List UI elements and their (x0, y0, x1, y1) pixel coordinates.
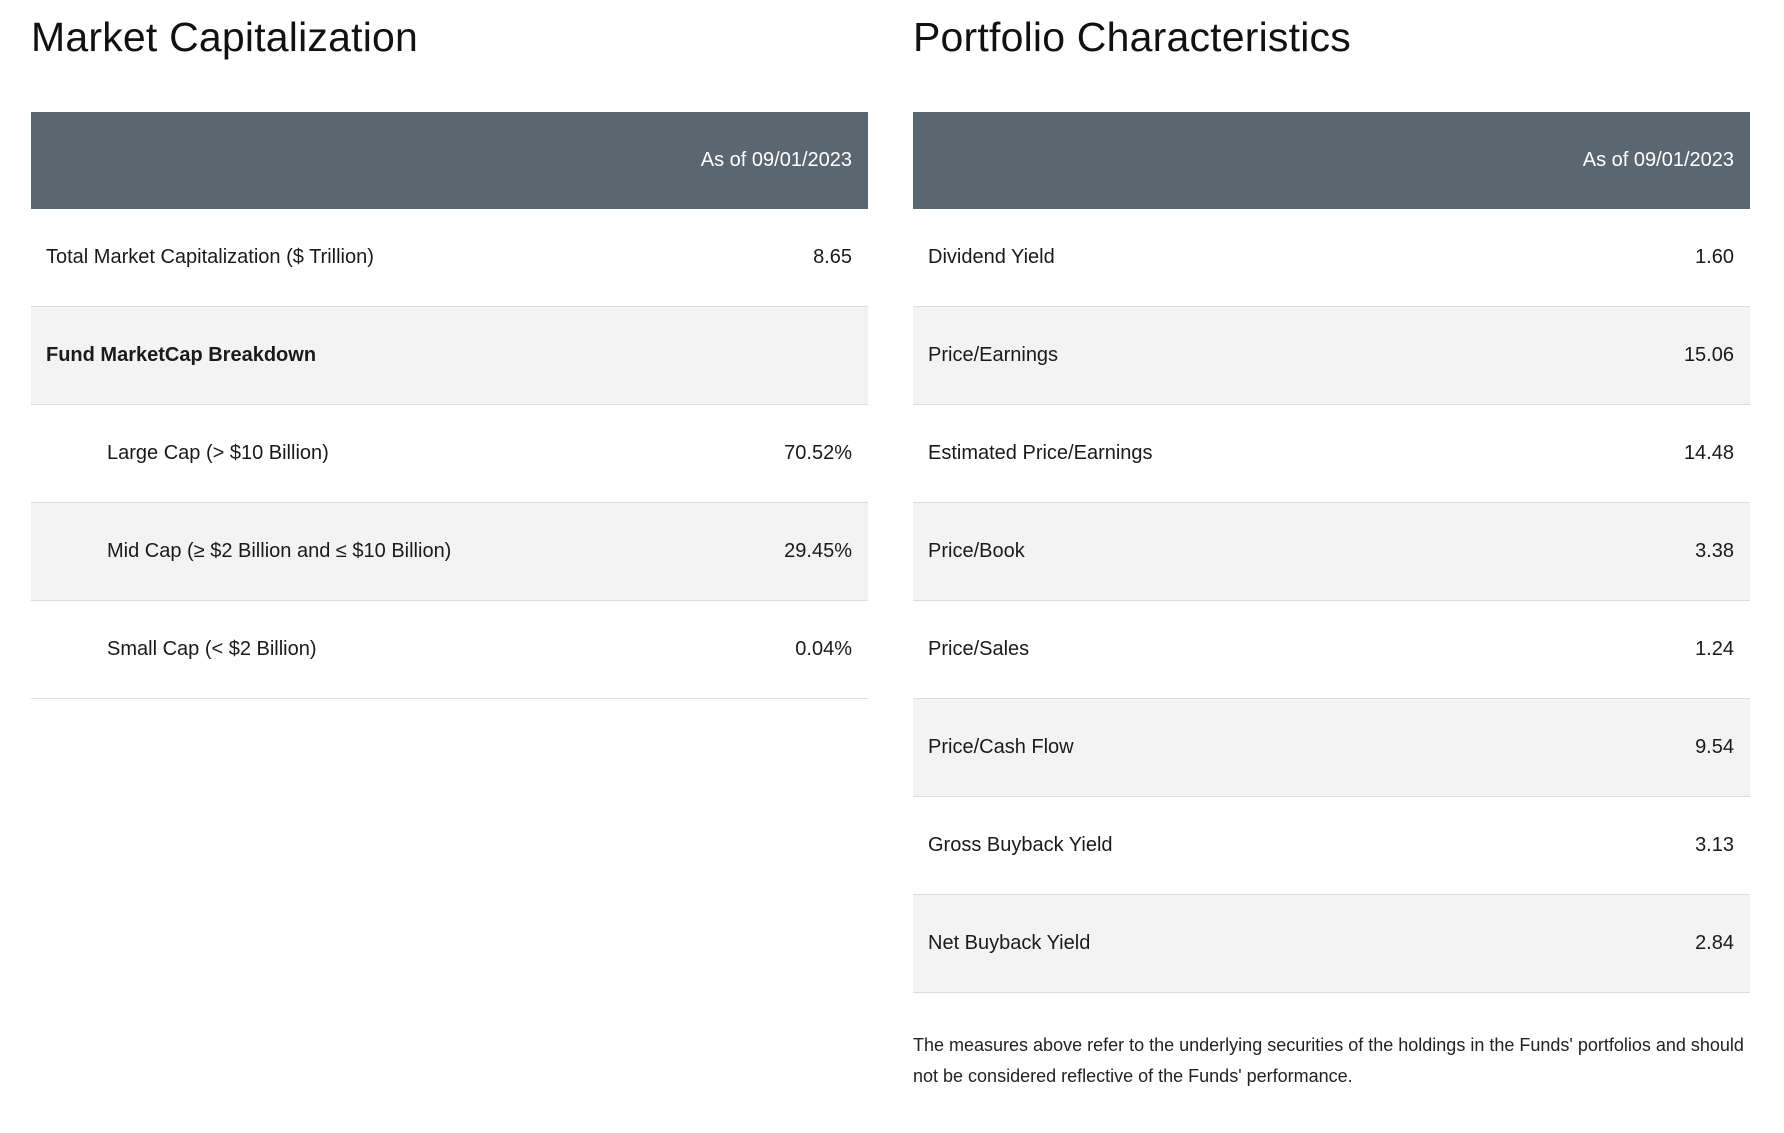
row-value: 3.38 (1695, 540, 1734, 562)
table-row (31, 209, 868, 307)
row-label: Mid Cap (≥ $2 Billion and ≤ $10 Billion) (107, 540, 452, 562)
row-value: 1.60 (1695, 246, 1734, 268)
as-of-date: As of 09/01/2023 (1582, 149, 1734, 171)
row-value: 9.54 (1695, 736, 1734, 758)
table-row (913, 405, 1750, 503)
table-row (31, 503, 868, 601)
row-value: 1.24 (1695, 638, 1734, 660)
row-label: Dividend Yield (928, 246, 1055, 268)
table-row (913, 307, 1750, 405)
table-row (913, 601, 1750, 699)
row-label: Net Buyback Yield (928, 932, 1091, 954)
row-value: 15.06 (1683, 344, 1734, 366)
table-row (31, 405, 868, 503)
portfolio-title: Portfolio Characteristics (913, 14, 1351, 60)
table-header (31, 112, 868, 209)
row-label: Price/Earnings (928, 344, 1059, 366)
table-row (31, 601, 868, 699)
row-value: 70.52% (784, 442, 852, 464)
table-row (913, 797, 1750, 895)
row-value: 0.04% (795, 638, 852, 660)
disclaimer-note: The measures above refer to the underlying securities of the holdings in the Funds' portfolios and should not be considered reflective of the Funds' performance. (913, 1035, 1744, 1086)
table-row (913, 503, 1750, 601)
row-value: 8.65 (813, 246, 852, 268)
row-value: 3.13 (1695, 834, 1734, 856)
table-row-section (31, 307, 868, 405)
row-value: 2.84 (1695, 932, 1734, 954)
row-label: Estimated Price/Earnings (928, 442, 1153, 464)
portfolio-table (913, 112, 1750, 993)
row-label: Large Cap (> $10 Billion) (107, 442, 329, 464)
row-label: Price/Sales (928, 638, 1030, 660)
table-row (913, 209, 1750, 307)
row-label: Small Cap (< $2 Billion) (107, 638, 317, 660)
as-of-date: As of 09/01/2023 (700, 149, 852, 171)
table-header (913, 112, 1750, 209)
row-label: Total Market Capitalization ($ Trillion) (46, 246, 374, 268)
row-label: Price/Cash Flow (928, 736, 1074, 758)
row-value: 14.48 (1683, 442, 1734, 464)
table-row (913, 699, 1750, 797)
row-value: 29.45% (784, 540, 852, 562)
row-label: Gross Buyback Yield (928, 834, 1113, 856)
row-label: Price/Book (928, 540, 1025, 562)
market-cap-title: Market Capitalization (31, 14, 419, 60)
table-row (913, 895, 1750, 993)
market-cap-table (31, 112, 868, 699)
row-label: Fund MarketCap Breakdown (46, 344, 317, 366)
